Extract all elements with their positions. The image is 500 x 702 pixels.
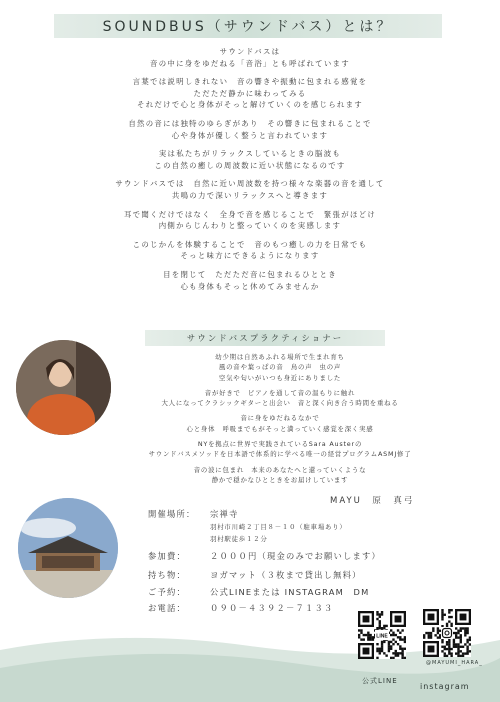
- bio-line: 大人になってクラシックギターと出会い 音と深く向き合う時間を重ねる: [161, 399, 399, 408]
- bio-paragraph: [115, 413, 445, 434]
- bio-line: 幼少期は自然あふれる場所で生まれ育ち: [215, 353, 345, 361]
- bio-line: 音の波に包まれ 本来のあなたへと還っていくような: [193, 465, 367, 474]
- intro-line: このじかんを体験することで 音のもつ癒しの力を日常でも: [132, 239, 368, 249]
- intro-line: ただただ静かに味わってみる: [193, 88, 307, 98]
- bio-line: サウンドバスメソッドを日本語で体系的に学べる唯一の経営プログラムASMJ修了: [148, 450, 412, 459]
- phone-number[interactable]: ０９０－４３９２－７１３３: [210, 603, 334, 613]
- items-label: 持ち物：: [148, 570, 186, 580]
- intro-paragraph: [40, 76, 460, 111]
- bio-paragraph: [115, 465, 445, 486]
- phone-label: お電話：: [148, 603, 186, 613]
- practitioner-heading: サウンドバスプラクティショナー: [186, 334, 344, 344]
- intro-line: 実は私たちがリラックスしているときの脳波も: [158, 149, 342, 159]
- intro-paragraph: [40, 118, 460, 141]
- temple-photo: [18, 498, 118, 598]
- reserve: 公式LINEまたは INSTAGRAM DM: [210, 587, 370, 597]
- intro-line: 自然の音には独特のゆらぎがあり その響きに包まれることで: [128, 118, 372, 128]
- intro-line: サウンドバスでは 自然に近い周波数を持つ様々な楽器の音を通して: [115, 179, 385, 189]
- bio-line: 風の音や葉っぱの音 鳥の声 虫の声: [218, 363, 342, 372]
- bio-paragraph: [115, 388, 445, 409]
- intro-line: それだけで心と身体がそっと解けていくのを感じられます: [137, 100, 363, 110]
- intro-paragraph: [40, 148, 460, 171]
- intro-line: 心も身体もそっと休めてみませんか: [180, 281, 320, 291]
- intro-paragraph: [40, 178, 460, 201]
- bio-paragraph: [115, 439, 445, 460]
- items: ヨガマット（３枚まで貸出し無料）: [210, 570, 362, 580]
- bio-line: 心と身体 呼吸までもがそっと満っていく感覚を深く実感: [186, 424, 374, 433]
- venue-label: 開催場所：: [148, 509, 196, 519]
- page-title-band: [54, 14, 442, 38]
- bio-line: NYを拠点に世界で実践されているSara Austerの: [197, 440, 363, 449]
- line-qr-code[interactable]: [358, 611, 406, 659]
- practitioner-heading-band: [145, 330, 385, 346]
- instagram-label: instagram: [420, 682, 470, 691]
- intro-line: 共鳴の力で深いリラックスへと導きます: [171, 190, 329, 200]
- reserve-label: ご予約：: [148, 587, 186, 597]
- practitioner-bio: [115, 352, 445, 490]
- venue-address: 羽村市川崎２丁目８－１０（駐車場あり）: [210, 523, 347, 531]
- intro-line: 目を閉じて ただただ音に包まれるひととき: [163, 269, 337, 279]
- bio-line: 音に身をゆだねるなかで: [240, 414, 320, 423]
- bio-line: 音が好きで ピアノを通して音の温もりに触れ: [204, 388, 356, 397]
- signature: MAYU 原 真弓: [330, 496, 415, 506]
- fee-label: 参加費：: [148, 551, 186, 561]
- intro-line: 言葉では説明しきれない 音の響きや振動に包まれる感覚を: [132, 77, 368, 87]
- venue: 宗禅寺: [210, 509, 239, 519]
- intro-line: そっと味方にできるようになります: [180, 251, 320, 261]
- page-title: SOUNDBUS（サウンドバス）とは？: [102, 19, 394, 35]
- intro-paragraph: [40, 46, 460, 69]
- line-label: 公式LINE: [362, 677, 398, 685]
- intro-line: 音の中に身をゆだねる「音浴」とも呼ばれています: [150, 58, 350, 68]
- intro-line: 内側からじんわりと整っていくのを実感します: [158, 221, 342, 231]
- intro-paragraph: [40, 269, 460, 292]
- intro-line: この自然の癒しの周波数に近い状態になるのです: [154, 160, 346, 170]
- bio-paragraph: [115, 352, 445, 383]
- intro-line: サウンドバスは: [219, 47, 281, 56]
- bio-line: 空気や匂いがいつも身近にありました: [218, 373, 342, 382]
- intro-text: [40, 46, 460, 299]
- fee: ２０００円（現金のみでお願いします）: [210, 551, 381, 561]
- intro-paragraph: [40, 209, 460, 232]
- line-logo-text: LINE: [376, 633, 388, 640]
- venue-access: 羽村駅徒歩１２分: [210, 535, 268, 543]
- practitioner-photo: [16, 340, 111, 435]
- intro-line: 心や身体が優しく整うと言われています: [171, 130, 329, 140]
- instagram-handle: @MAYUMI_HARA_: [426, 660, 483, 666]
- instagram-qr-code[interactable]: [423, 609, 471, 657]
- intro-line: 耳で聞くだけではなく 全身で音を感じることで 緊張がほどけ: [123, 209, 377, 219]
- bio-line: 静かで穏かなひとときをお届けしています: [211, 475, 349, 484]
- intro-paragraph: [40, 239, 460, 262]
